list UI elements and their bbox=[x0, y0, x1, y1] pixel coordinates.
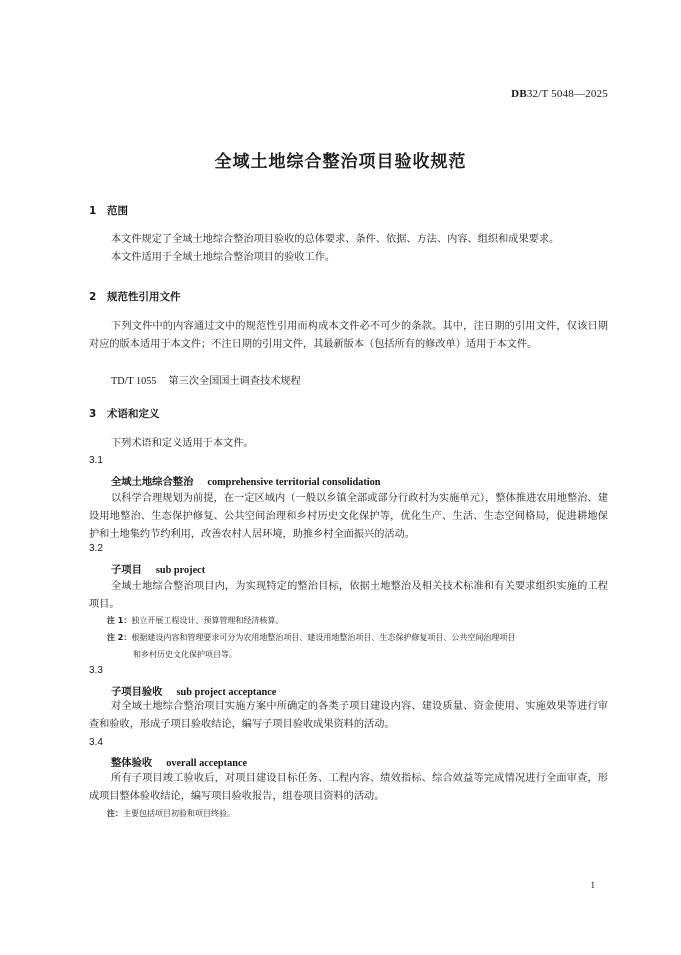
term-3-3-definition: 对全域土地综合整治项目实施方案中所确定的各类子项目建设内容、建设质量、资金使用、实施效果等进行审查和验收，形成子项目验收结论，编写子项目验收成果资料的活动。 bbox=[89, 701, 608, 730]
normative-reference bbox=[111, 372, 301, 387]
term-3-1 bbox=[111, 473, 381, 488]
term-3-2-note-2 bbox=[107, 629, 612, 663]
note-text: 主要包括项目初验和项目终验。 bbox=[123, 809, 235, 818]
term-3-1-definition: 以科学合理规划为前提，在一定区域内（一般以乡镇全部或部分行政村为实施单元），整体推进农用地整治、建设用地整治、生态保护修复、公共空间治理和乡村历史文化保护等，优化生产、生活、生态空间格局，促进耕地保护和土地集约节约利用，改善农村人居环境，助推乡村全面振兴的活动。 bbox=[89, 493, 608, 540]
term-3-3-english: sub project acceptance bbox=[176, 687, 277, 698]
term-3-4-note bbox=[107, 805, 612, 822]
note-1-text: 独立开展工程设计、预算管理和经济核算。 bbox=[131, 616, 284, 625]
term-3-1-english: comprehensive territorial consolidation bbox=[207, 477, 381, 488]
term-3-4-number: 3.4 bbox=[89, 737, 103, 748]
note-1-label: 注 1： bbox=[107, 616, 132, 625]
reference-code: TD/T 1055 bbox=[111, 376, 157, 387]
term-3-2-chinese: 子项目 bbox=[111, 564, 142, 576]
term-3-1-chinese: 全域土地综合整治 bbox=[111, 476, 194, 488]
section-3-title: 术语和定义 bbox=[107, 408, 160, 420]
document-number bbox=[511, 88, 608, 100]
term-3-2-note-1 bbox=[107, 612, 612, 629]
note-2-text-line-1: 根据建设内容和管理要求可分为农用地整治项目、建设用地整治项目、生态保护修复项目、公共空间治理项目 bbox=[131, 633, 516, 642]
page-number: 1 bbox=[590, 880, 595, 890]
term-3-4-chinese: 整体验收 bbox=[111, 757, 153, 769]
section-3-intro: 下列术语和定义适用于本文件。 bbox=[111, 438, 254, 449]
term-3-4 bbox=[111, 754, 247, 769]
section-2-paragraph-1: 下列文件中的内容通过文中的规范性引用而构成本文件必不可少的条款。其中，注日期的引用文件，仅该日期对应的版本适用于本文件；不注日期的引用文件，其最新版本（包括所有的修改单）适用于本文件。 bbox=[89, 321, 608, 350]
reference-title: 第三次全国国土调查技术规程 bbox=[168, 376, 301, 387]
note-label: 注： bbox=[107, 809, 123, 818]
term-3-3-chinese: 子项目验收 bbox=[111, 686, 163, 698]
page-title: 全域土地综合整治项目验收规范 bbox=[214, 152, 467, 172]
term-3-4-definition: 所有子项目竣工验收后，对项目建设目标任务、工程内容、绩效指标、综合效益等完成情况进行全面审查，形成项目整体验收结论，编写项目验收报告，组卷项目资料的活动。 bbox=[89, 773, 608, 802]
note-2-label: 注 2： bbox=[107, 633, 132, 642]
section-2-number: 2 bbox=[89, 291, 97, 303]
term-3-1-number: 3.1 bbox=[89, 455, 103, 466]
term-3-3 bbox=[111, 683, 276, 698]
document-number-prefix: DB bbox=[511, 88, 527, 100]
section-2-heading bbox=[89, 289, 181, 304]
section-1-paragraph-2: 本文件适用于全域土地综合整治项目的验收工作。 bbox=[111, 252, 336, 263]
term-3-2-number: 3.2 bbox=[89, 543, 103, 554]
section-3-heading bbox=[89, 406, 160, 421]
section-1-paragraph-1: 本文件规定了全域土地综合整治项目验收的总体要求、条件、依据、方法、内容、组织和成果要求。 bbox=[111, 234, 560, 245]
term-3-2-definition: 全域土地综合整治项目内，为实现特定的整治目标，依据土地整治及相关技术标准和有关要求组织实施的工程项目。 bbox=[89, 581, 608, 610]
document-number-rest: 32/T 5048—2025 bbox=[526, 88, 608, 100]
note-2-text-line-2: 和乡村历史文化保护项目等。 bbox=[133, 650, 237, 659]
section-1-heading bbox=[89, 203, 128, 218]
term-3-4-english: overall acceptance bbox=[166, 758, 248, 769]
term-3-2-english: sub project bbox=[155, 565, 206, 576]
term-3-3-number: 3.3 bbox=[89, 665, 103, 676]
section-1-number: 1 bbox=[89, 205, 97, 217]
section-3-number: 3 bbox=[89, 408, 97, 420]
section-2-title: 规范性引用文件 bbox=[107, 291, 181, 303]
term-3-2 bbox=[111, 561, 205, 576]
section-1-title: 范围 bbox=[107, 205, 128, 217]
